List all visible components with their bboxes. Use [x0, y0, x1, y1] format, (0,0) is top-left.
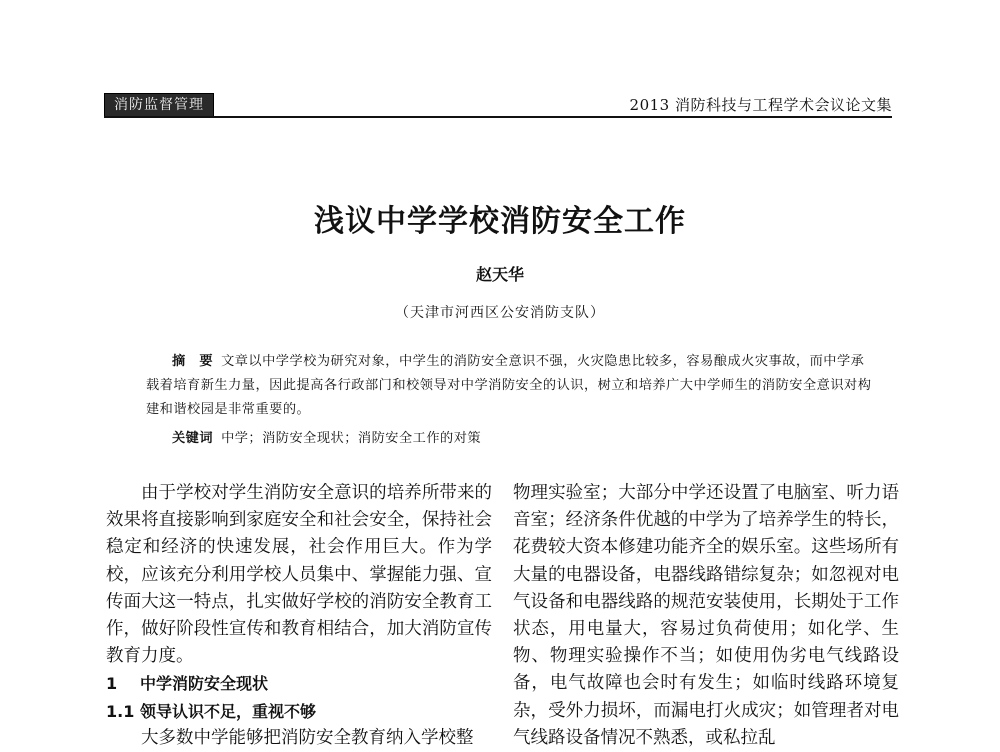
keywords-label: 关键词: [172, 431, 214, 446]
subsection-title: 领导认识不足，重视不够: [140, 701, 317, 721]
section-title: 中学消防安全现状: [140, 674, 269, 694]
keywords-text: 中学；消防安全现状；消防安全工作的对策: [221, 431, 482, 446]
body-column-right: [513, 480, 899, 752]
journal-title: 2013 消防科技与工程学术会议论文集: [629, 96, 892, 114]
body-paragraph: 大多数中学能够把消防安全教育纳入学校整: [141, 727, 474, 748]
author-name: 赵天华: [475, 265, 524, 284]
keywords: [172, 427, 872, 446]
section-badge: 消防监督管理: [104, 93, 214, 117]
section-number: 1: [106, 674, 118, 694]
intro-paragraph: 由于学校对学生消防安全意识的培养所带来的效果将直接影响到家庭安全和社会安全，保持社会稳定和经济的快速发展，社会作用巨大。作为学校，应该充分利用学校人员集中、掌握能力强、宣传面大这一特点，扎实做好学校的消防安全教育工作，做好阶段性宣传和教育相结合，加大消防宣传教育力度。: [106, 483, 492, 667]
section-heading-1: [106, 670, 492, 697]
paper-title: 浅议中学学校消防安全工作: [314, 204, 686, 239]
section-heading-1-1: [106, 698, 492, 725]
header-divider: [104, 116, 892, 118]
abstract-label: 摘 要: [172, 354, 214, 369]
author-affiliation: （天津市河西区公安消防支队）: [395, 305, 605, 321]
abstract: [146, 350, 874, 422]
subsection-number: 1.1: [106, 701, 135, 721]
body-paragraph-continued: 物理实验室；大部分中学还设置了电脑室、听力语音室；经济条件优越的中学为了培养学生的特长，花费较大资本修建功能齐全的娱乐室。这些场所有大量的电器设备，电器线路错综复杂；如忽视对电气设备和电器线路的规范安装使用，长期处于工作状态，用电量大，容易过负荷使用；如化学、生物、物理实验操作不当；如使用伪劣电气线路设备，电气故障也会时有发生；如临时线路环境复杂，受外力损坏，而漏电打火成灾；如管理者对电气线路设备情况不熟悉，或私拉乱: [513, 483, 899, 748]
body-column-left: [106, 480, 492, 752]
abstract-text: 文章以中学学校为研究对象，中学生的消防安全意识不强，火灾隐患比较多，容易酿成火灾事故，而中学承载着培育新生力量，因此提高各行政部门和校领导对中学消防安全的认识，树立和培养广大中学师生的消防安全意识对构建和谐校园是非常重要的。: [146, 354, 872, 417]
